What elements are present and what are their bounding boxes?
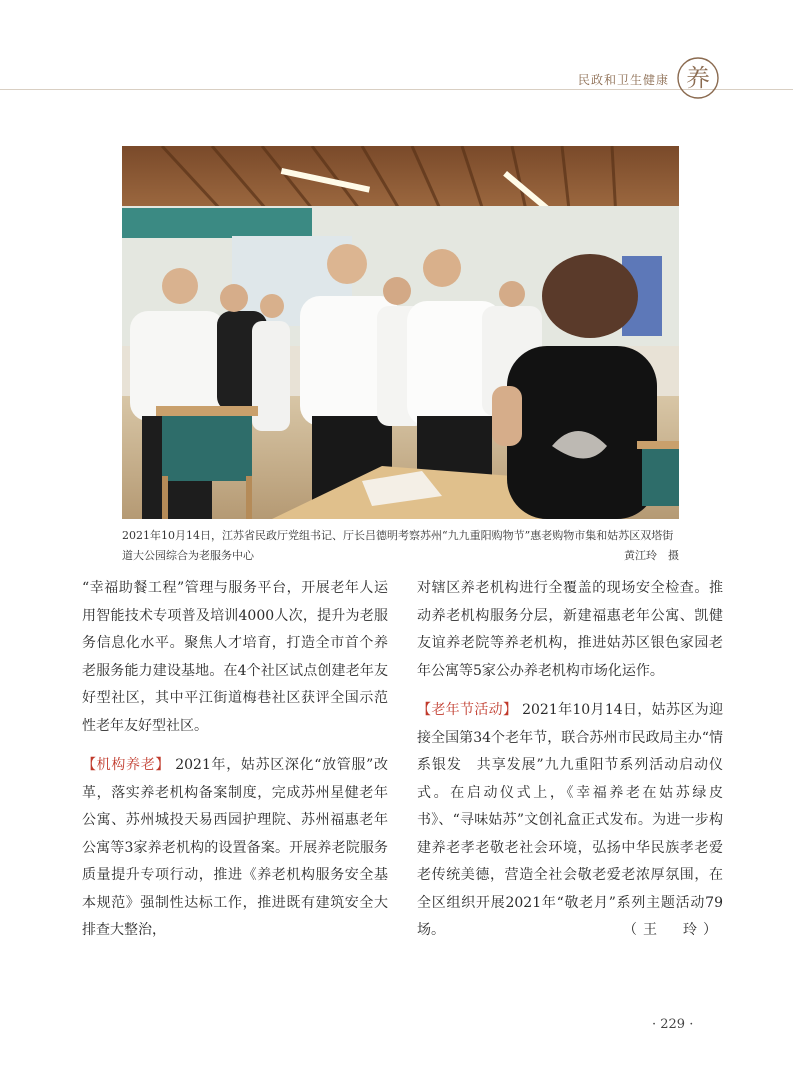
- page-number: · 229 ·: [652, 1017, 694, 1032]
- paragraph-text: 2021年10月14日，姑苏区为迎接全国第34个老年节，联合苏州市民政局主办“情系银发 共享发展”九九重阳节系列活动启动仪式。在启动仪式上，《幸福养老在姑苏绿皮书》、“寻味姑苏”文创礼盒正式发布。为进一步构建养老孝老敬老社会环境，弘扬中华民族孝老爱老传统美德，营造全社会敬老爱老浓厚氛围，在全区组织开展2021年“敬老月”系列主题活动79场。: [417, 702, 724, 938]
- section-heading: 【老年节活动】: [417, 702, 518, 718]
- header-rule: [0, 89, 793, 90]
- author-signature: （王 玲）: [623, 922, 723, 938]
- photo-caption: [122, 526, 682, 566]
- seal-logo-icon: [676, 56, 720, 100]
- paragraph: [417, 697, 723, 945]
- paragraph: [417, 575, 723, 685]
- photo-scene-illustration: [122, 146, 679, 519]
- paragraph-text: “幸福助餐工程”管理与服务平台，开展老年人运用智能技术专项普及培训4000人次，提升为老服务信息化水平。聚焦人才培育，打造全市首个养老服务能力建设基地。在4个社区试点创建老年友好型社区，其中平江街道梅巷社区获评全国示范性老年友好型社区。: [82, 580, 388, 734]
- section-label: 民政和卫生健康: [577, 73, 669, 87]
- photo-credit: 黄江玲 摄: [624, 549, 679, 562]
- caption-text: 2021年10月14日，江苏省民政厅党组书记、厅长吕德明考察苏州“九九重阳购物节”惠老购物市集和姑苏区双塔街道大公园综合为老服务中心: [122, 529, 674, 562]
- section-heading: 【机构养老】: [82, 757, 171, 773]
- svg-text:养: 养: [686, 64, 710, 92]
- event-photo: [122, 146, 679, 519]
- paragraph-text: 对辖区养老机构进行全覆盖的现场安全检查。推动养老机构服务分层，新建福惠老年公寓、凯健友谊养老院等养老机构，推进姑苏区银色家园老年公寓等5家公办养老机构市场化运作。: [417, 580, 723, 679]
- paragraph: [82, 752, 388, 945]
- paragraph-text: 2021年，姑苏区深化“放管服”改革，落实养老机构备案制度，完成苏州星健老年公寓、苏州城投天易西园护理院、苏州福惠老年公寓等3家养老机构的设置备案。开展养老院服务质量提升专项行动，推进《养老机构服务安全基本规范》强制性达标工作，推进既有建筑安全大排查大整治，: [82, 757, 388, 938]
- paragraph: [82, 575, 388, 740]
- article-column-right: [417, 575, 723, 945]
- article-column-left: [82, 575, 388, 945]
